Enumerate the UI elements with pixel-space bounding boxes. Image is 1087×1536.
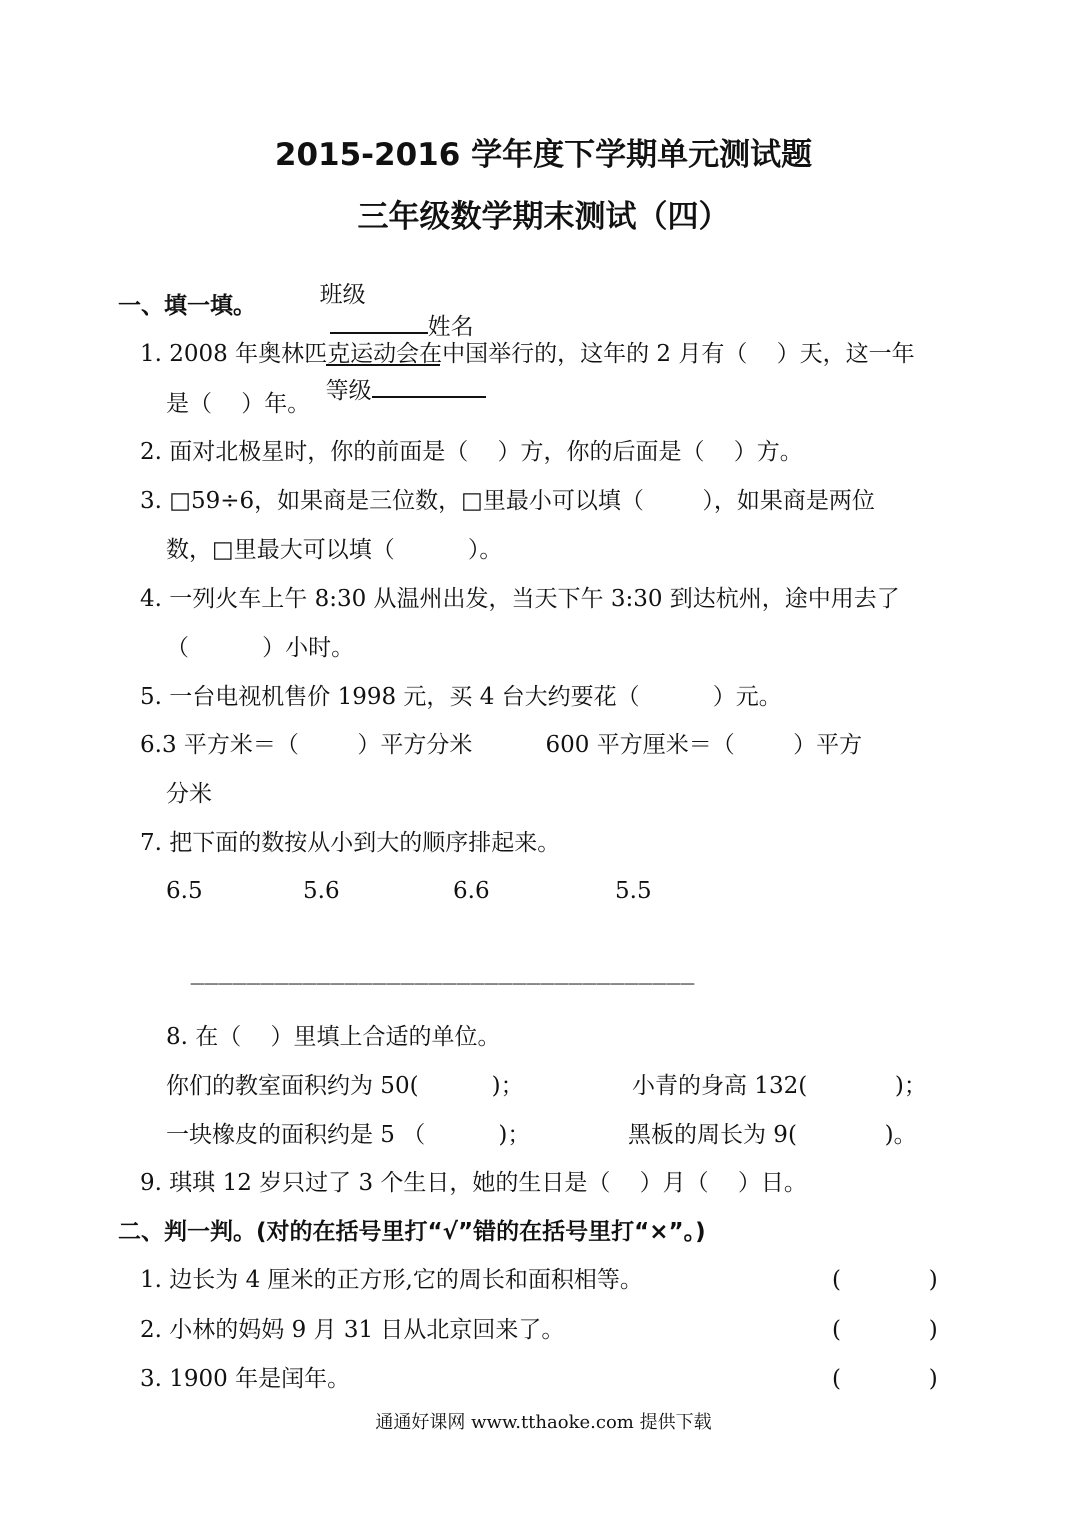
grade-label: 等级 [325,378,372,404]
q6-line1: 6.3 平方米＝（ ）平方分米 600 平方厘米＝（ ）平方 [140,732,863,758]
q8-row1-left: 你们的教室面积约为 50( )； [166,1073,524,1099]
judge-item-3: 3. 1900 年是闰年。 [140,1366,351,1392]
exam-subtitle: 三年级数学期末测试（四） [357,199,730,235]
q7-answer-line: ———————————————————————————————————— [190,974,694,992]
section-2-heading: 二、判一判。(对的在括号里打“√”错的在括号里打“×”。) [118,1219,706,1245]
footer-credit: 通通好课网 www.tthaoke.com 提供下载 [375,1412,712,1433]
exam-title: 2015-2016 学年度下学期单元测试题 [274,137,813,173]
q6-line2: 分米 [166,781,212,807]
q3-line1: 3. □59÷6，如果商是三位数，□里最小可以填（ ），如果商是两位 [140,488,875,514]
q8-intro: 8. 在（ ）里填上合适的单位。 [166,1024,501,1050]
name-label: 姓名 [427,314,474,340]
q4-line1: 4. 一列火车上午 8:30 从温州出发，当天下午 3:30 到达杭州，途中用去了 [140,586,900,612]
judge-item-1: 1. 边长为 4 厘米的正方形,它的周长和面积相等。 [140,1267,643,1293]
q7-number-3: 6.6 [453,878,490,904]
info-row [305,250,486,406]
q9-line: 9. 琪琪 12 岁只过了 3 个生日，她的生日是（ ）月（ ）日。 [140,1170,807,1196]
q7-number-2: 5.6 [303,878,340,904]
q3-line2: 数，□里最大可以填（ ）。 [166,537,503,563]
q4-line2: （ ）小时。 [166,635,355,661]
section-1-heading: 一、填一填。 [118,293,256,319]
q7-number-1: 6.5 [166,878,203,904]
q5-line: 5. 一台电视机售价 1998 元，买 4 台大约要花（ ）元。 [140,684,782,710]
q2-line: 2. 面对北极星时，你的前面是（ ）方，你的后面是（ ）方。 [140,439,803,465]
judge-item-2: 2. 小林的妈妈 9 月 31 日从北京回来了。 [140,1317,565,1343]
class-label: 班级 [319,282,366,308]
q8-row2-left: 一块橡皮的面积约是 5 （ )； [166,1122,531,1148]
q1-line2: 是（ ）年。 [166,391,311,417]
q1-line1: 1. 2008 年奥林匹克运动会在中国举行的，这年的 2 月有（ ）天，这一年 [140,341,915,367]
judge-bracket-3[interactable]: ( ) [832,1366,938,1392]
q8-row2-right: 黑板的周长为 9( )。 [628,1122,917,1148]
q7-number-4: 5.5 [615,878,652,904]
judge-bracket-2[interactable]: ( ) [832,1317,938,1343]
q7-line: 7. 把下面的数按从小到大的顺序排起来。 [140,830,561,856]
q8-row1-right: 小青的身高 132( )； [632,1073,927,1099]
class-field[interactable] [330,310,428,334]
judge-bracket-1[interactable]: ( ) [832,1267,938,1293]
grade-field[interactable] [372,374,486,398]
